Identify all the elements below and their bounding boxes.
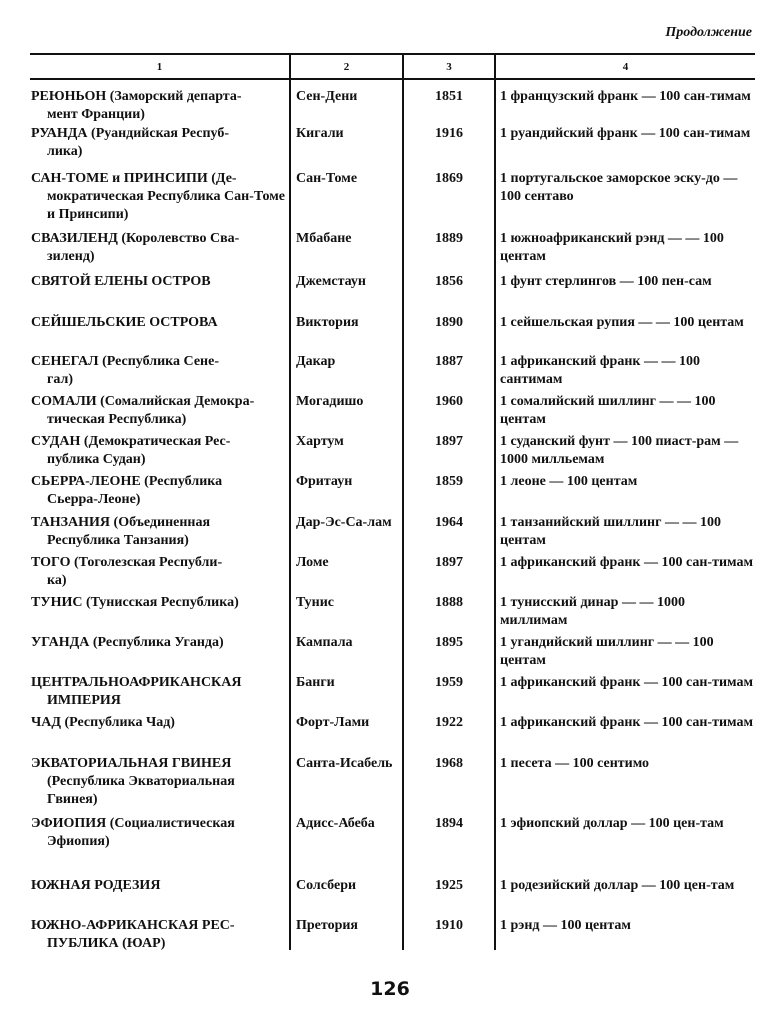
column-header-2: 2 [343, 61, 350, 73]
year: 1888 [435, 595, 463, 610]
country-name [31, 815, 286, 851]
year: 1960 [435, 394, 463, 409]
country-name-rest: ПУБЛИКА (ЮАР) [47, 936, 166, 951]
country-name-first: РУАНДА (Руандийская Респуб- [31, 126, 230, 141]
capital: Форт-Лами [296, 715, 370, 730]
currency: 1 сомалийский шиллинг — — 100 центам [500, 394, 716, 427]
currency: 1 рэнд — 100 центам [500, 918, 631, 933]
currency: 1 африканский франк — 100 сан-тимам [500, 555, 754, 570]
country-name-rest: Республика Танзания) [47, 533, 189, 548]
country-name-rest: Сьерра-Леоне) [47, 492, 141, 507]
year: 1959 [435, 675, 463, 690]
country-name [31, 634, 286, 652]
year: 1869 [435, 171, 463, 186]
year: 1964 [435, 515, 463, 530]
table-top-rule [30, 53, 755, 55]
country-name-first: СЕЙШЕЛЬСКИЕ ОСТРОВА [31, 315, 218, 330]
currency: 1 тунисский динар — — 1000 миллимам [500, 595, 685, 628]
country-name-rest: мократическая Республика Сан-Томе и Принсипи) [47, 189, 286, 222]
country-name [31, 314, 286, 332]
country-name-first: ТАНЗАНИЯ (Объединенная [31, 515, 211, 530]
country-name-rest: Эфиопия) [47, 834, 110, 849]
capital: Сан-Томе [296, 171, 358, 186]
country-name-first: ЮЖНАЯ РОДЕЗИЯ [31, 878, 161, 893]
country-name-first: ЦЕНТРАЛЬНОАФРИКАНСКАЯ [31, 675, 242, 690]
currency: 1 сейшельская рупия — — 100 центам [500, 315, 744, 330]
capital: Фритаун [296, 474, 353, 489]
capital: Дар-Эс-Са-лам [296, 515, 392, 530]
country-name-first: ЧАД (Республика Чад) [31, 715, 175, 730]
country-name-rest: зиленд) [47, 249, 95, 264]
country-name-first: СЕНЕГАЛ (Республика Сене- [31, 354, 219, 369]
country-name-first: ТУНИС (Тунисская Республика) [31, 595, 239, 610]
country-name-rest: ИМПЕРИЯ [47, 693, 121, 708]
country-name-rest: мент Франции) [47, 107, 145, 122]
country-name-rest: гал) [47, 372, 73, 387]
year: 1851 [435, 89, 463, 104]
country-name [31, 230, 286, 266]
country-name [31, 554, 286, 590]
capital: Адисс-Абеба [296, 816, 375, 831]
currency: 1 родезийский доллар — 100 цен-там [500, 878, 735, 893]
capital: Дакар [296, 354, 336, 369]
column-divider [402, 54, 404, 950]
year: 1925 [435, 878, 463, 893]
table-header-rule [30, 78, 755, 80]
country-name [31, 273, 286, 291]
capital: Претория [296, 918, 359, 933]
country-name [31, 170, 286, 224]
country-name-rest: публика Судан) [47, 452, 146, 467]
country-name-first: СЬЕРРА-ЛЕОНЕ (Республика [31, 474, 223, 489]
country-name [31, 755, 286, 809]
currency: 1 португальское заморское эску-до — 100 сентаво [500, 171, 738, 204]
country-name-rest: (Республика Экваториальная Гвинея) [47, 774, 235, 807]
country-name-first: СУДАН (Демократическая Рес- [31, 434, 231, 449]
country-name-first: ЮЖНО-АФРИКАНСКАЯ РЕС- [31, 918, 235, 933]
year: 1894 [435, 816, 463, 831]
country-name [31, 877, 286, 895]
column-header-4: 4 [622, 61, 629, 73]
currency: 1 эфиопский доллар — 100 цен-там [500, 816, 724, 831]
country-name [31, 714, 286, 732]
country-name-first: СВАЗИЛЕНД (Королевство Сва- [31, 231, 240, 246]
year: 1922 [435, 715, 463, 730]
country-name-first: ЭФИОПИЯ (Социалистическая [31, 816, 235, 831]
currency: 1 руандийский франк — 100 сан-тимам [500, 126, 751, 141]
country-name-rest: лика) [47, 144, 83, 159]
country-name [31, 393, 286, 429]
page-number: 126 [370, 978, 410, 1000]
column-header-1: 1 [156, 61, 163, 73]
year: 1968 [435, 756, 463, 771]
capital: Могадишо [296, 394, 364, 409]
country-name [31, 353, 286, 389]
currency: 1 леоне — 100 центам [500, 474, 638, 489]
column-header-3: 3 [446, 61, 452, 73]
capital: Санта-Исабель [296, 756, 393, 771]
currency: 1 африканский франк — 100 сан-тимам [500, 675, 754, 690]
country-name [31, 125, 286, 161]
country-name-first: СВЯТОЙ ЕЛЕНЫ ОСТРОВ [31, 274, 211, 289]
currency: 1 южноафриканский рэнд — — 100 центам [500, 231, 724, 264]
year: 1889 [435, 231, 463, 246]
continued-label: Продолжение [665, 25, 752, 40]
country-name-rest: ка) [47, 573, 67, 588]
country-name-first: РЕЮНЬОН (Заморский департа- [31, 89, 242, 104]
capital: Солсбери [296, 878, 357, 893]
capital: Сен-Дени [296, 89, 358, 104]
year: 1859 [435, 474, 463, 489]
currency: 1 танзанийский шиллинг — — 100 центам [500, 515, 721, 548]
capital: Виктория [296, 315, 359, 330]
year: 1887 [435, 354, 463, 369]
country-name-first: ТОГО (Тоголезская Республи- [31, 555, 223, 570]
currency: 1 песета — 100 сентимо [500, 756, 650, 771]
country-name-first: СОМАЛИ (Сомалийская Демокра- [31, 394, 255, 409]
year: 1856 [435, 274, 463, 289]
country-name [31, 594, 286, 612]
column-divider [494, 54, 496, 950]
currency: 1 французский франк — 100 сан-тимам [500, 89, 751, 104]
capital: Банги [296, 675, 335, 690]
country-name [31, 917, 286, 953]
year: 1897 [435, 434, 463, 449]
country-name-first: САН-ТОМЕ и ПРИНСИПИ (Де- [31, 171, 237, 186]
capital: Кигали [296, 126, 344, 141]
country-name [31, 88, 286, 124]
country-name [31, 433, 286, 469]
country-name [31, 473, 286, 509]
currency: 1 фунт стерлингов — 100 пен-сам [500, 274, 712, 289]
capital: Хартум [296, 434, 344, 449]
currency: 1 угандийский шиллинг — — 100 центам [500, 635, 714, 668]
year: 1895 [435, 635, 463, 650]
year: 1890 [435, 315, 463, 330]
country-name-first: ЭКВАТОРИАЛЬНАЯ ГВИНЕЯ [31, 756, 232, 771]
column-divider [289, 54, 291, 950]
currency: 1 суданский фунт — 100 пиаст-рам — 1000 милльемам [500, 434, 739, 467]
capital: Джемстаун [296, 274, 366, 289]
capital: Кампала [296, 635, 353, 650]
capital: Ломе [296, 555, 329, 570]
country-name-rest: тическая Республика) [47, 412, 187, 427]
capital: Тунис [296, 595, 334, 610]
year: 1897 [435, 555, 463, 570]
currency: 1 африканский франк — — 100 сантимам [500, 354, 700, 387]
country-name-first: УГАНДА (Республика Уганда) [31, 635, 224, 650]
year: 1910 [435, 918, 463, 933]
currency: 1 африканский франк — 100 сан-тимам [500, 715, 754, 730]
capital: Мбабане [296, 231, 352, 246]
country-name [31, 514, 286, 550]
year: 1916 [435, 126, 463, 141]
country-name [31, 674, 286, 710]
